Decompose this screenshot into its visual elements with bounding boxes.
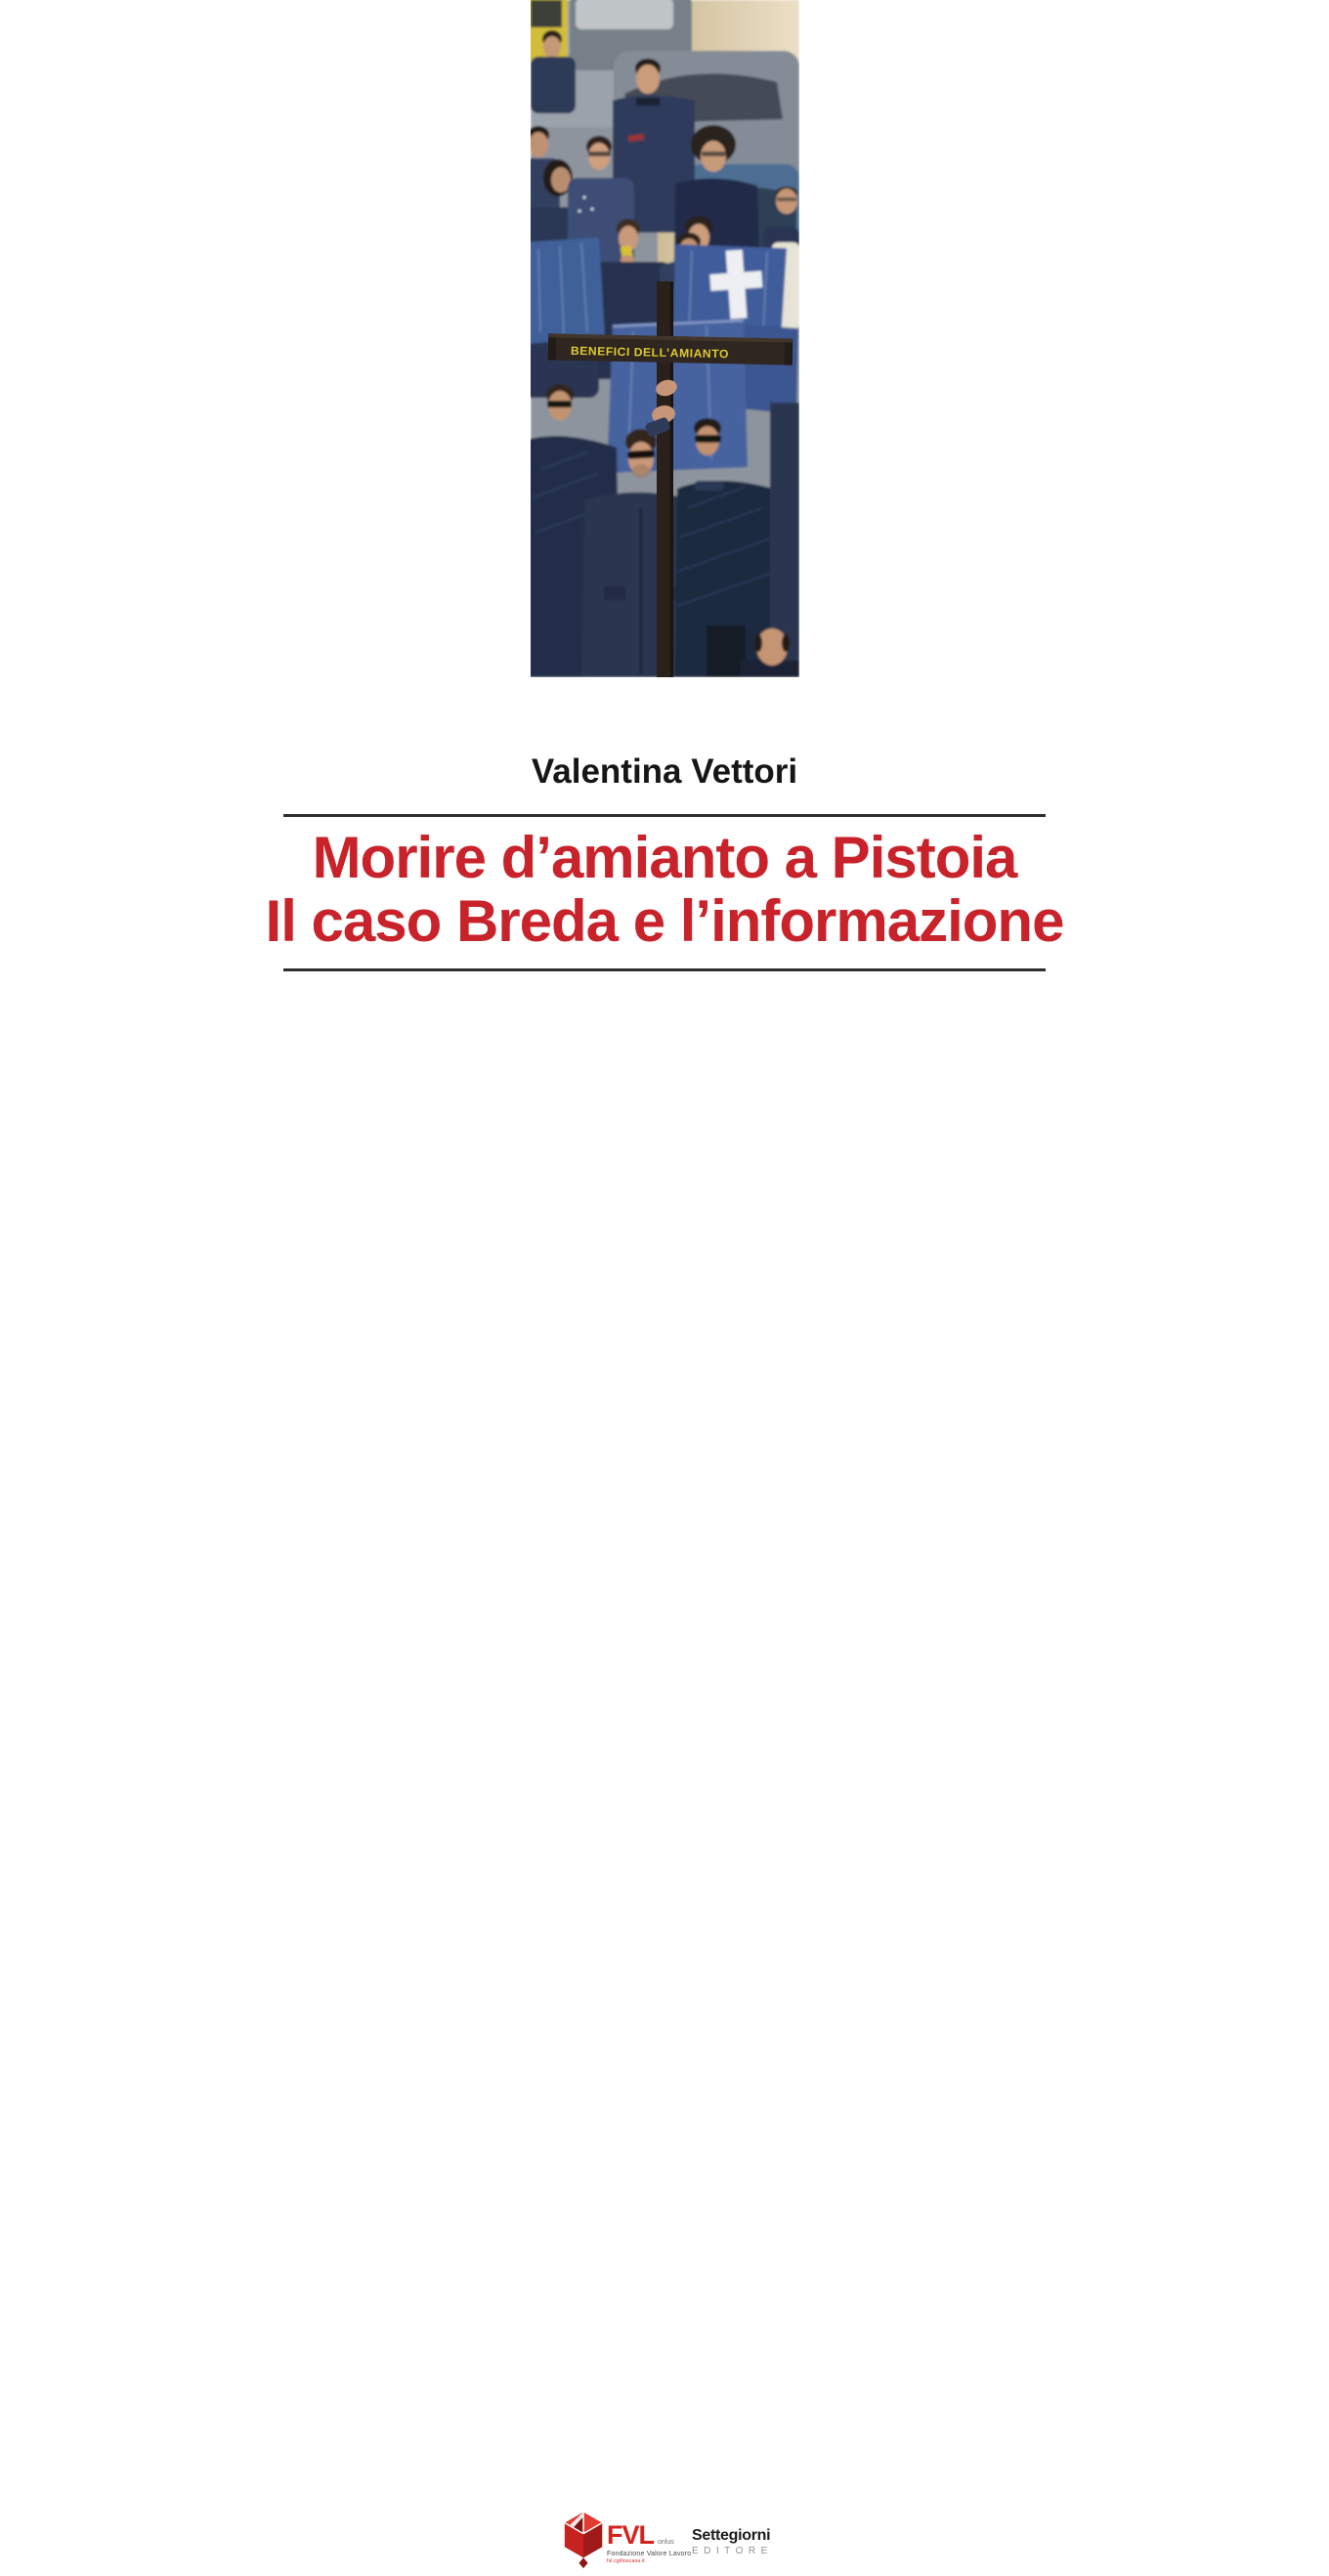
fvl-small-text: fvl.cgiltoscana.it	[607, 2558, 645, 2564]
title-line-2: Il caso Breda e l’informazione	[265, 888, 1064, 954]
banner-text: BENEFICI DELL’AMIANTO	[570, 343, 727, 362]
divider-bottom	[283, 968, 1046, 971]
divider-top	[283, 814, 1046, 817]
author-name: Valentina Vettori	[531, 752, 798, 791]
settegiorni-editore-label: EDITORE	[692, 2546, 773, 2556]
book-title	[244, 826, 1085, 953]
settegiorni-name: Settegiorni	[692, 2527, 771, 2544]
fvl-cube-icon	[561, 2510, 606, 2570]
fvl-onlus-label: onlus	[658, 2539, 674, 2546]
fvl-wordmark	[607, 2520, 695, 2564]
fvl-logo	[561, 2508, 692, 2576]
fvl-name: FVL	[607, 2520, 654, 2550]
publisher-logos	[0, 1251, 1329, 2564]
crowd-procession-photo	[531, 0, 799, 677]
title-line-1: Morire d’amianto a Pistoia	[312, 825, 1017, 890]
settegiorni-logo	[692, 2527, 809, 2556]
cover-photo	[531, 0, 799, 677]
fvl-full-name: Fondazione Valore Lavoro	[607, 2551, 692, 2557]
